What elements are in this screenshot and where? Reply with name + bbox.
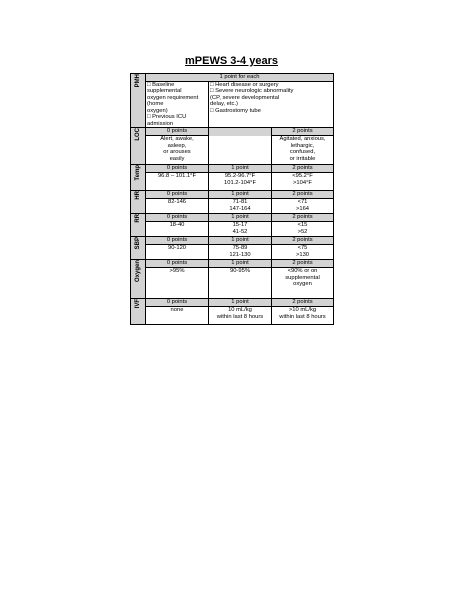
cell-line: easily [169, 155, 185, 162]
cell-line: >10 mL/kg [288, 307, 317, 314]
loc-label: LOC [131, 128, 146, 165]
cell-line: 15-17 [232, 222, 248, 229]
cell-line: <95.2°F [292, 173, 313, 180]
cell-line: supplemental [285, 274, 320, 281]
loc-value-empty [209, 136, 272, 165]
temp-values-row [131, 173, 334, 191]
loc-header-row [131, 128, 334, 136]
pmh-header: 1 point for each [146, 74, 334, 82]
sbp-header-1: 1 point [209, 237, 272, 245]
hr-header-0: 0 points [146, 191, 209, 199]
cell-line: (CP, severe developmental [210, 94, 280, 101]
hr-value-1 [209, 199, 272, 214]
oxygen-value-0 [146, 268, 209, 299]
cell-line: <71 [297, 199, 308, 206]
cell-line: □ Previous ICU admission [147, 114, 187, 127]
pmh-right-cell [209, 82, 334, 128]
cell-line: oxygen) [147, 107, 168, 114]
ivf-values-row [131, 307, 334, 325]
cell-line: 18-40 [169, 222, 185, 229]
cell-line: >130 [295, 251, 310, 258]
temp-value-0 [146, 173, 209, 191]
cell-line: 10 mL/kg [228, 307, 252, 314]
pmh-left-cell [146, 82, 209, 128]
cell-line: 82-146 [167, 199, 187, 206]
loc-value-0 [146, 136, 209, 165]
oxygen-header-2: 2 points [272, 260, 334, 268]
cell-line: <15 [297, 222, 308, 229]
rr-value-0 [146, 222, 209, 237]
ivf-label: IVF [131, 299, 146, 325]
temp-header-row [131, 165, 334, 173]
hr-value-2 [272, 199, 334, 214]
cell-line: >95% [169, 268, 185, 275]
mpews-score-table [130, 73, 334, 325]
sbp-header-2: 2 points [272, 237, 334, 245]
oxygen-header-0: 0 points [146, 260, 209, 268]
ivf-value-1 [209, 307, 272, 325]
cell-line: >52 [297, 228, 308, 235]
cell-line: lethargic, [290, 142, 315, 149]
sbp-label: SBP [131, 237, 146, 260]
hr-value-0 [146, 199, 209, 214]
cell-line: or arouses [163, 149, 191, 156]
cell-line: Alert, awake, [160, 136, 194, 143]
rr-header-2: 2 points [272, 214, 334, 222]
loc-value-2 [272, 136, 334, 165]
pmh-header-row [131, 74, 334, 82]
oxygen-values-row [131, 268, 334, 299]
ivf-header-2: 2 points [272, 299, 334, 307]
cell-line: oxygen [293, 281, 312, 288]
cell-line: delay, etc.) [210, 101, 238, 108]
cell-line: □ Heart disease or surgery [210, 82, 279, 88]
pmh-label: PMH [131, 74, 146, 128]
loc-values-row [131, 136, 334, 165]
sbp-value-0 [146, 245, 209, 260]
cell-line: within last 8 hours [216, 313, 264, 320]
pmh-values-row [131, 82, 334, 128]
ivf-value-2 [272, 307, 334, 325]
rr-header-1: 1 point [209, 214, 272, 222]
hr-values-row [131, 199, 334, 214]
cell-line: 75-89 [232, 245, 248, 252]
rr-header-row [131, 214, 334, 222]
sbp-values-row [131, 245, 334, 260]
sbp-value-1 [209, 245, 272, 260]
cell-line: within last 8 hours [279, 313, 326, 320]
hr-label: HR [131, 191, 146, 214]
cell-line: oxygen requirement (home [147, 94, 199, 108]
cell-line: >164 [295, 205, 310, 212]
cell-line: confused, [289, 149, 316, 156]
hr-header-2: 2 points [272, 191, 334, 199]
page-title: mPEWS 3-4 years [185, 55, 278, 67]
cell-line: Agitated, anxious, [279, 136, 326, 143]
cell-line: 101.2-104°F [224, 179, 256, 186]
oxygen-label: Oxygen [131, 260, 146, 299]
cell-line: 41-52 [232, 228, 248, 235]
sbp-value-2 [272, 245, 334, 260]
cell-line: □ Severe neurologic abnormality [210, 88, 294, 95]
oxygen-value-2 [272, 268, 334, 299]
ivf-header-0: 0 points [146, 299, 209, 307]
cell-line: 147-164 [229, 205, 251, 212]
cell-line: or irritable [289, 155, 316, 162]
temp-label: Temp [131, 165, 146, 191]
loc-header-empty [209, 128, 272, 136]
oxygen-header-row [131, 260, 334, 268]
cell-line: none [170, 307, 184, 314]
loc-header-2: 2 points [272, 128, 334, 136]
temp-header-1: 1 point [209, 165, 272, 173]
hr-header-row [131, 191, 334, 199]
hr-header-1: 1 point [209, 191, 272, 199]
temp-header-2: 2 points [272, 165, 334, 173]
cell-line: 121-130 [229, 251, 251, 258]
temp-value-2 [272, 173, 334, 191]
rr-label: RR [131, 214, 146, 237]
cell-line: <90% or on [287, 268, 318, 275]
cell-line: 95.2-96.7°F [224, 173, 256, 180]
cell-line: 96.8 – 101.1°F [157, 173, 197, 180]
sbp-header-0: 0 points [146, 237, 209, 245]
ivf-header-1: 1 point [209, 299, 272, 307]
cell-line: □ Gastrostomy tube [210, 107, 261, 114]
rr-values-row [131, 222, 334, 237]
cell-line: asleep, [167, 142, 187, 149]
loc-header-0: 0 points [146, 128, 209, 136]
oxygen-header-1: 1 point [209, 260, 272, 268]
rr-value-1 [209, 222, 272, 237]
temp-value-1 [209, 173, 272, 191]
oxygen-value-1 [209, 268, 272, 299]
sbp-header-row [131, 237, 334, 245]
cell-line: <75 [297, 245, 308, 252]
cell-line: 71-81 [232, 199, 248, 206]
ivf-value-0 [146, 307, 209, 325]
cell-line: □ Baseline supplemental [147, 82, 182, 95]
ivf-header-row [131, 299, 334, 307]
rr-value-2 [272, 222, 334, 237]
cell-line: 90-120 [167, 245, 187, 252]
cell-line: 90-95% [230, 268, 250, 275]
cell-line: >104°F [293, 179, 312, 186]
temp-header-0: 0 points [146, 165, 209, 173]
rr-header-0: 0 points [146, 214, 209, 222]
